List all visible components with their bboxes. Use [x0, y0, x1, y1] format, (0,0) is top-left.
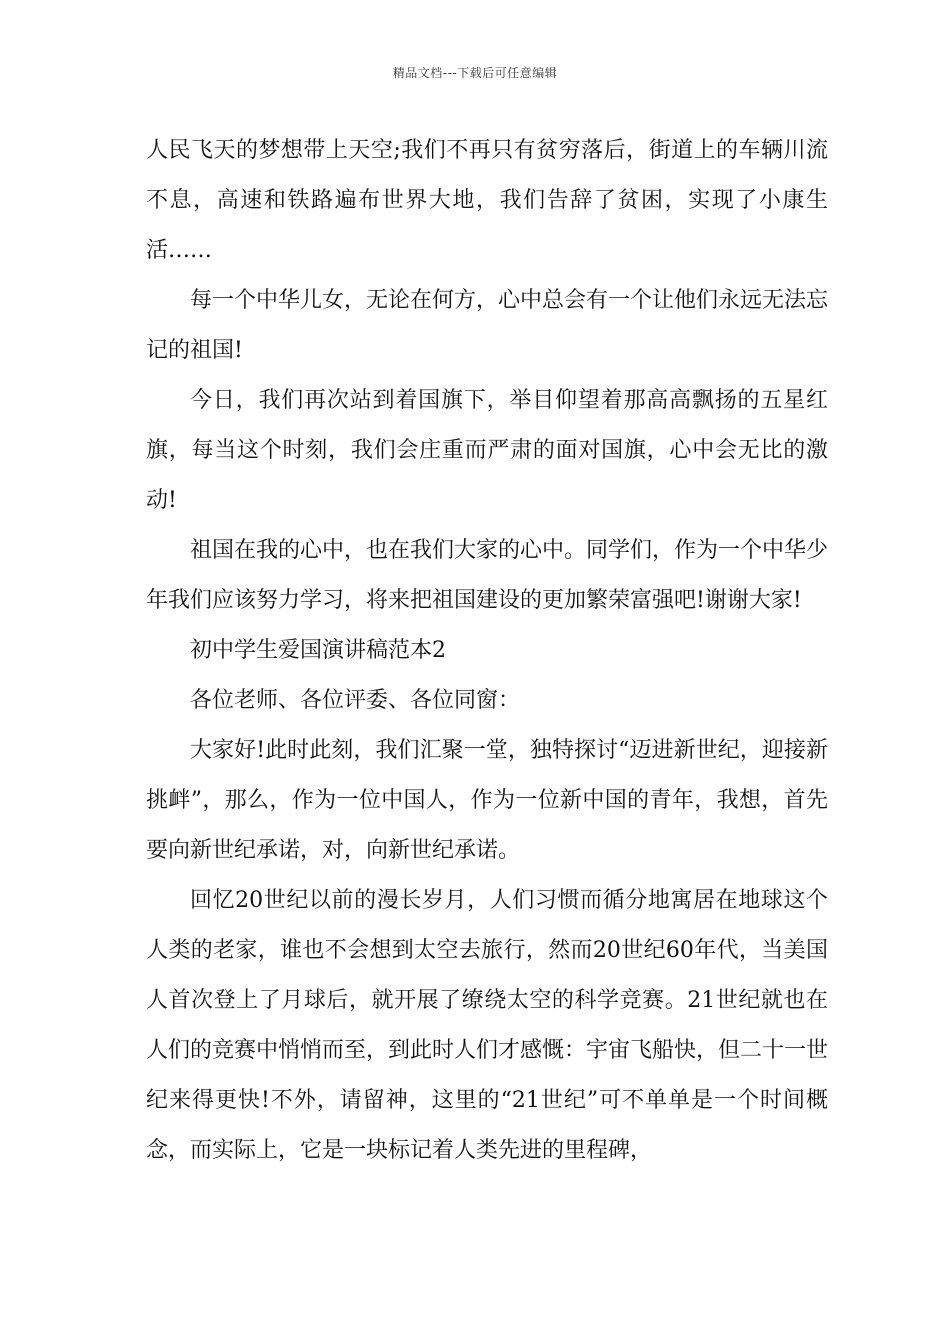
- paragraph: 祖国在我的心中，也在我们大家的心中。同学们，作为一个中华少年我们应该努力学习，将来把祖国建设的更加繁荣富强吧!谢谢大家!: [146, 538, 829, 613]
- document-body: [146, 126, 828, 1176]
- paragraph: 回忆20世纪以前的漫长岁月，人们习惯而循分地寓居在地球这个人类的老家，谁也不会想到太空去旅行，然而20世纪60年代，当美国人首次登上了月球后，就开展了缭绕太空的科学竞赛。21世纪就也在人们的竞赛中悄悄而至，到此时人们才感慨：宇宙飞船快，但二十一世纪来得更快!不外，请留神，这里的“21世纪”可不单单是一个时间概念，而实际上，它是一块标记着人类先进的里程碑，: [146, 888, 829, 1163]
- paragraph: 每一个中华儿女，无论在何方，心中总会有一个让他们永远无法忘记的祖国!: [146, 288, 829, 363]
- paragraph: 人民飞天的梦想带上天空;我们不再只有贫穷落后，街道上的车辆川流不息，高速和铁路遍布世界大地，我们告辞了贫困，实现了小康生活……: [146, 138, 828, 263]
- page-header: 精品文档---下载后可任意编辑: [392, 66, 558, 80]
- paragraph: 今日，我们再次站到着国旗下，举目仰望着那高高飘扬的五星红旗，每当这个时刻，我们会庄重而严肃的面对国旗，心中会无比的激动!: [146, 388, 828, 513]
- section-title: 初中学生爱国演讲稿范本2: [190, 638, 446, 663]
- salutation: 各位老师、各位评委、各位同窗：: [190, 688, 521, 713]
- paragraph: 大家好!此时此刻，我们汇聚一堂，独特探讨“迈进新世纪，迎接新挑衅”，那么，作为一位中国人，作为一位新中国的青年，我想，首先要向新世纪承诺，对，向新世纪承诺。: [146, 738, 828, 863]
